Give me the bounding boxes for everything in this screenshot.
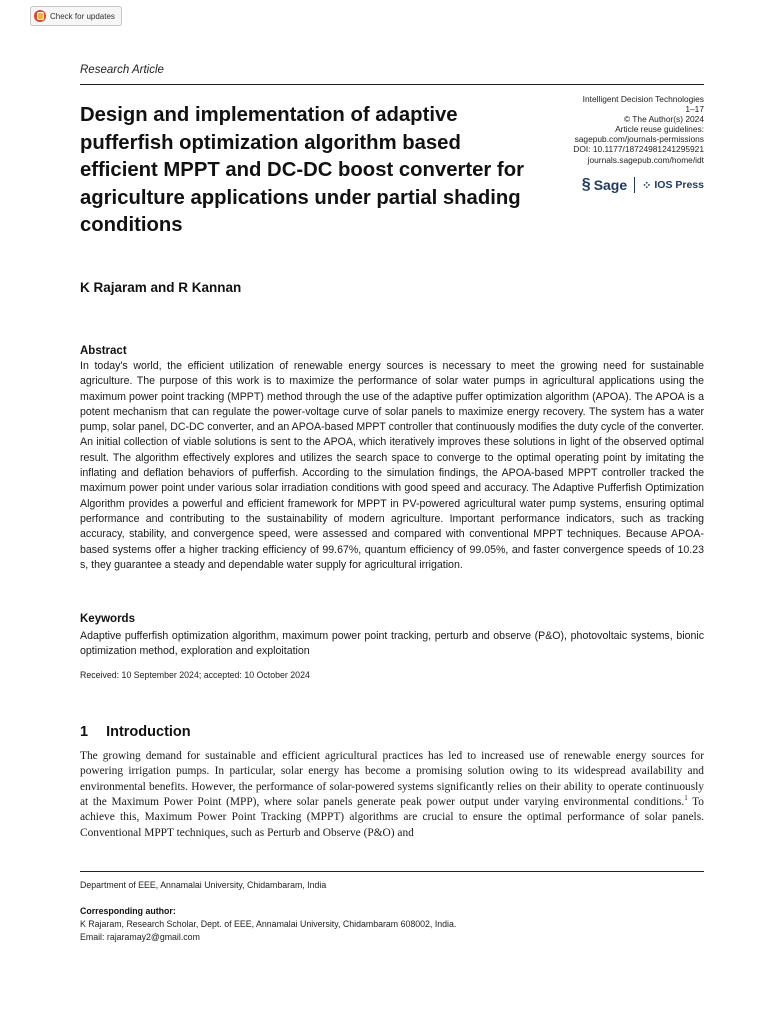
corresponding-author-email[interactable]: Email: rajaramay2@gmail.com	[80, 932, 200, 942]
sage-logo	[582, 176, 627, 194]
corresponding-author-name: K Rajaram, Research Scholar, Dept. of EEE, Annamalai University, Chidambaram 608002, India.	[80, 919, 457, 929]
ios-press-logo	[642, 179, 704, 192]
corresponding-author-details	[80, 918, 456, 944]
sage-s-icon: §	[581, 176, 591, 193]
author-list: K Rajaram and R Kannan	[80, 280, 242, 295]
ios-dots-icon: ⁘	[642, 179, 652, 192]
publisher-logos	[582, 176, 704, 194]
introduction-paragraph	[80, 749, 704, 841]
crossmark-icon	[34, 10, 46, 22]
check-for-updates-label: Check for updates	[50, 11, 115, 21]
doi-link[interactable]: DOI: 10.1177/18724981241295921	[573, 144, 704, 155]
abstract-heading: Abstract	[80, 345, 127, 357]
publisher-divider	[634, 177, 635, 193]
article-title: Design and implementation of adaptive pufferfish optimization algorithm based efficient MPPT and DC-DC boost converter for agriculture applications under partial shading conditions	[80, 104, 524, 236]
ios-wordmark: IOS Press	[654, 179, 704, 191]
corresponding-author-heading: Corresponding author:	[80, 906, 176, 916]
reuse-label: Article reuse guidelines:	[615, 124, 704, 135]
header-divider	[80, 84, 704, 85]
page-range: 1–17	[685, 104, 704, 115]
section-title: Introduction	[106, 724, 191, 740]
sage-wordmark: Sage	[593, 177, 628, 193]
citation-ref[interactable]: 1	[684, 794, 688, 803]
reuse-link[interactable]: sagepub.com/journals-permissions	[574, 134, 704, 145]
section-number: 1	[80, 724, 89, 740]
intro-text-part-2: To achieve this, Maximum Power Point Tracking (MPPT) algorithms are crucial to ensure the optimal performance of solar panels. Conventional MPPT techniques, such as Perturb and Observe (P&O) and	[80, 796, 705, 839]
journal-link[interactable]: journals.sagepub.com/home/idt	[587, 154, 704, 165]
keywords-text: Adaptive pufferfish optimization algorithm, maximum power point tracking, perturb and observe (P&O), photovoltaic systems, bionic optimization method, exploration and exploitation	[80, 630, 704, 658]
affiliation: Department of EEE, Annamalai University, Chidambaram, India	[80, 880, 327, 890]
received-accepted-dates: Received: 10 September 2024; accepted: 10 October 2024	[80, 670, 310, 680]
intro-text-part-1: The growing demand for sustainable and efficient agricultural practices has led to increased use of renewable energy sources for powering irrigation pumps. In particular, solar energy has become a promising solution owing to its widespread availability and environmental benefits. However, the performance of solar-powered systems significantly relies on their ability to operate continuously at the Maximum Power Point (MPP), where solar panels generate peak power output under varying environmental conditions.	[80, 750, 704, 809]
check-for-updates-button[interactable]	[30, 6, 122, 26]
abstract-text: In today's world, the efficient utilization of renewable energy sources is necessary to meet the growing need for sustainable agriculture. The purpose of this work is to maximize the performance of solar water pumps in agricultural applications using the maximum power point tracking (MPPT) method through the use of the adaptive puffer optimization algorithm (APOA). The APOA is a potent mechanism that can regulate the power-voltage curve of solar panels to maximize energy recovery. The system has a water pump, solar panel, DC-DC converter, and an APOA-based MPPT controller that continuously modifies the duty cycle of the converter. An initial collection of viable solutions is sent to the APOA, which iteratively improves these solutions in light of the observed optimal result. The algorithm effectively explores and utilizes the search space to converge to the optimal operating point by imitating the inflating and deflation behaviors of pufferfish. According to the simulation findings, the APOA-based MPPT controller tracked the maximum power point under various solar irradiation conditions with good speed and accuracy. The Adaptive Pufferfish Optimization Algorithm provides a powerful and efficient framework for MPPT in PV-powered agricultural water pump systems, ensuring optimal performance and contributing to the sustainability of modern agriculture. Important performance indicators, such as tracking accuracy, stability, and convergence speed, were assessed and compared with conventional MPPT techniques. Because APOA-based systems offer a higher tracking efficiency of 99.67%, quantum efficiency of 99.05%, and faster convergence speeds of 10.23 s, they guarantee a steady and dependable water supply for agricultural irrigation.	[80, 360, 704, 571]
introduction-heading	[80, 724, 191, 740]
journal-name: Intelligent Decision Technologies	[582, 94, 704, 104]
copyright: © The Author(s) 2024	[623, 114, 704, 125]
journal-meta	[514, 94, 704, 165]
footer-divider	[80, 871, 704, 872]
keywords-heading: Keywords	[80, 613, 135, 625]
article-type-label: Research Article	[80, 64, 164, 76]
